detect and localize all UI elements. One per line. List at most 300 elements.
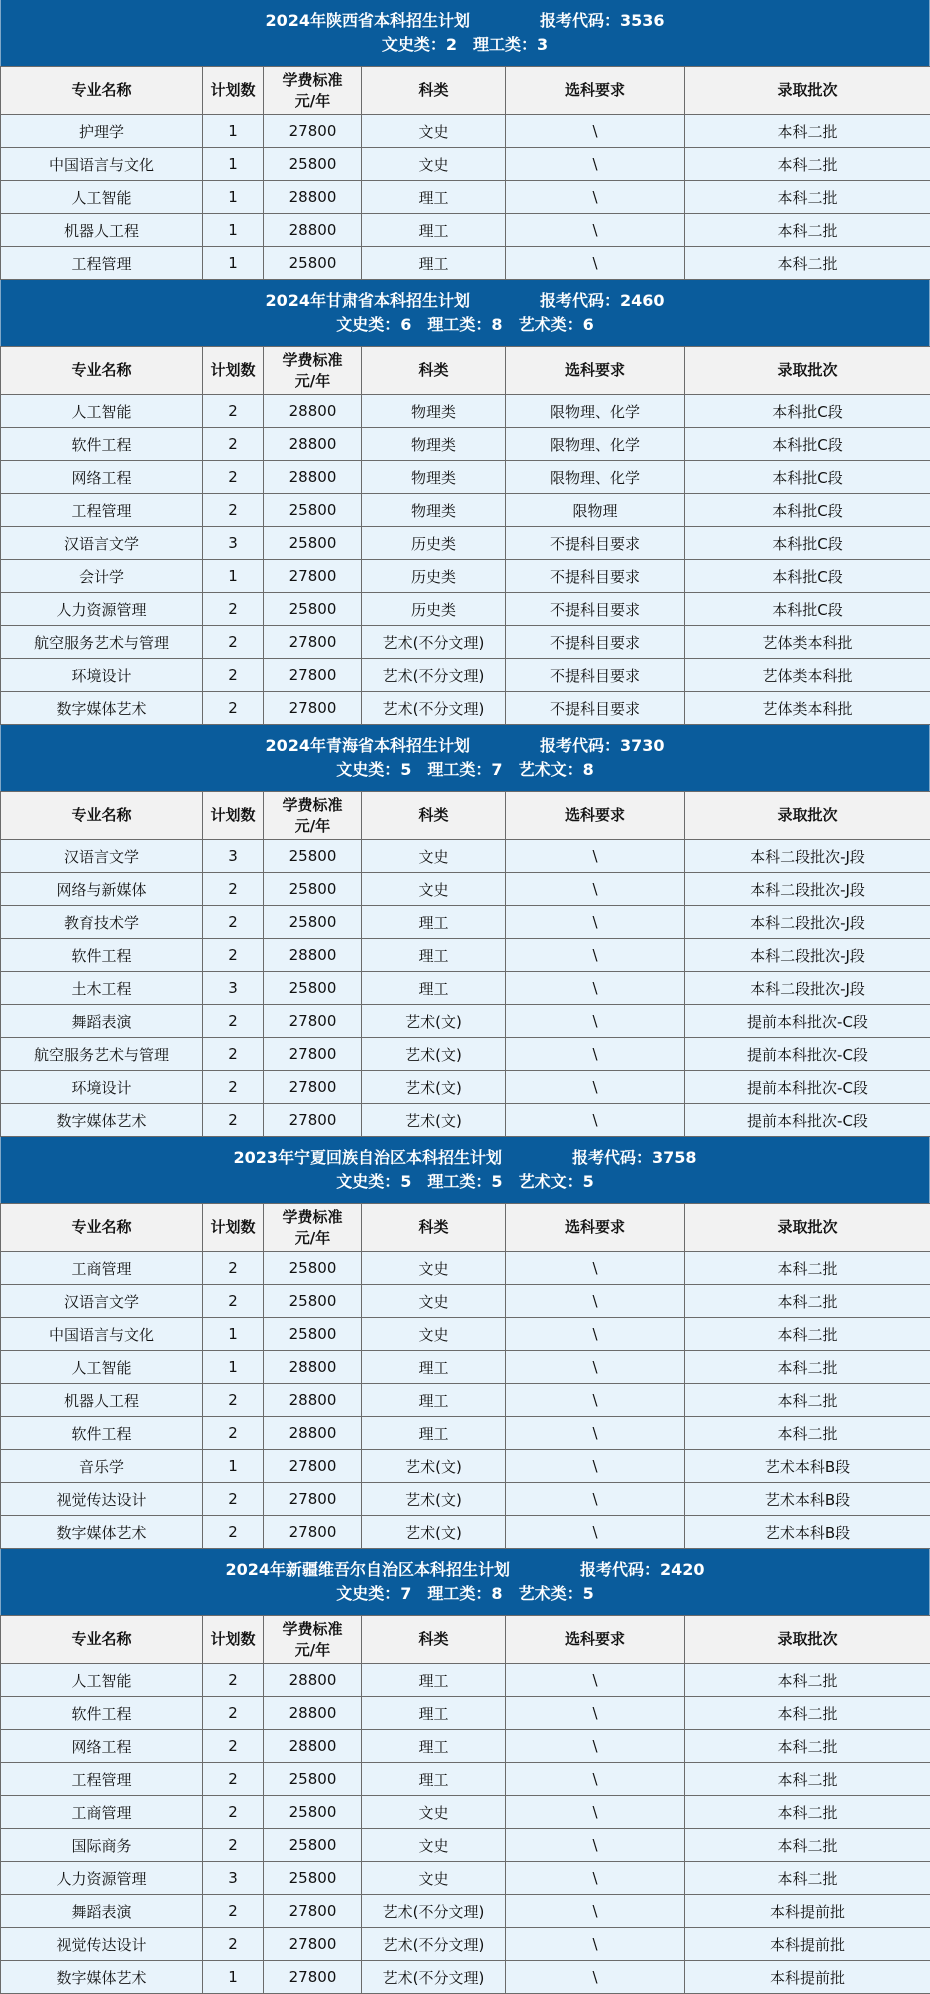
col-header-subject-requirement: 选科要求	[506, 1204, 685, 1252]
plan-count-cell: 1	[203, 115, 264, 148]
plan-count-cell: 2	[203, 1071, 264, 1104]
major-cell: 机器人工程	[1, 1384, 203, 1417]
category-cell: 艺术(不分文理)	[362, 1961, 506, 1994]
plan-count-cell: 3	[203, 527, 264, 560]
table-row	[1, 247, 930, 280]
tuition-cell: 25800	[264, 494, 362, 527]
subject-requirement-cell: \	[506, 873, 685, 906]
major-cell: 工程管理	[1, 1763, 203, 1796]
tuition-cell: 25800	[264, 1763, 362, 1796]
tuition-cell: 25800	[264, 1796, 362, 1829]
admission-batch-cell: 本科二段批次-J段	[685, 972, 930, 1005]
subject-requirement-cell: 不提科目要求	[506, 593, 685, 626]
subject-requirement-cell: \	[506, 181, 685, 214]
col-header-tuition: 学费标准 元/年	[264, 347, 362, 395]
plan-count-cell: 1	[203, 1961, 264, 1994]
table-row	[1, 527, 930, 560]
tuition-cell: 25800	[264, 1862, 362, 1895]
plan-count-cell: 2	[203, 1252, 264, 1285]
plan-count-cell: 2	[203, 1697, 264, 1730]
quota-summary: 文史类：5 理工类：5 艺术文：5	[1, 1170, 929, 1194]
table-row	[1, 659, 930, 692]
plan-count-cell: 2	[203, 692, 264, 725]
category-cell: 历史类	[362, 593, 506, 626]
section-title: 2024年陕西省本科招生计划	[265, 11, 470, 30]
tuition-cell: 28800	[264, 428, 362, 461]
plan-count-cell: 2	[203, 1730, 264, 1763]
category-cell: 理工	[362, 1351, 506, 1384]
admission-batch-cell: 艺术本科B段	[685, 1483, 930, 1516]
major-cell: 数字媒体艺术	[1, 1516, 203, 1549]
plan-count-cell: 2	[203, 1928, 264, 1961]
subject-requirement-cell: 限物理	[506, 494, 685, 527]
major-cell: 软件工程	[1, 428, 203, 461]
table-row	[1, 840, 930, 873]
admission-batch-cell: 本科二段批次-J段	[685, 840, 930, 873]
col-header-admission-batch: 录取批次	[685, 347, 930, 395]
section-title: 2024年甘肃省本科招生计划	[265, 291, 470, 310]
major-cell: 会计学	[1, 560, 203, 593]
admission-batch-cell: 艺术本科B段	[685, 1450, 930, 1483]
table-row	[1, 1351, 930, 1384]
major-cell: 国际商务	[1, 1829, 203, 1862]
major-cell: 视觉传达设计	[1, 1483, 203, 1516]
enrollment-table	[0, 791, 930, 1137]
category-cell: 艺术(文)	[362, 1104, 506, 1137]
quota-summary: 文史类：7 理工类：8 艺术类：5	[1, 1582, 929, 1606]
category-cell: 艺术(不分文理)	[362, 1895, 506, 1928]
admission-batch-cell: 艺体类本科批	[685, 659, 930, 692]
major-cell: 工商管理	[1, 1796, 203, 1829]
subject-requirement-cell: \	[506, 1285, 685, 1318]
subject-requirement-cell: \	[506, 1417, 685, 1450]
admission-batch-cell: 本科批C段	[685, 527, 930, 560]
plan-count-cell: 1	[203, 247, 264, 280]
category-cell: 文史	[362, 1285, 506, 1318]
tuition-cell: 25800	[264, 148, 362, 181]
tuition-cell: 27800	[264, 1961, 362, 1994]
subject-requirement-cell: 不提科目要求	[506, 527, 685, 560]
exam-code: 报考代码：3536	[540, 11, 665, 30]
category-cell: 艺术(不分文理)	[362, 626, 506, 659]
admission-batch-cell: 提前本科批次-C段	[685, 1038, 930, 1071]
major-cell: 工商管理	[1, 1252, 203, 1285]
tuition-cell: 27800	[264, 1483, 362, 1516]
table-row	[1, 939, 930, 972]
col-header-admission-batch: 录取批次	[685, 1616, 930, 1664]
subject-requirement-cell: \	[506, 1664, 685, 1697]
section-header	[0, 725, 930, 791]
category-cell: 艺术(不分文理)	[362, 692, 506, 725]
admission-batch-cell: 本科二段批次-J段	[685, 906, 930, 939]
table-row	[1, 1417, 930, 1450]
major-cell: 汉语言文学	[1, 527, 203, 560]
subject-requirement-cell: \	[506, 1697, 685, 1730]
tuition-cell: 28800	[264, 1417, 362, 1450]
major-cell: 人工智能	[1, 395, 203, 428]
col-header-tuition: 学费标准 元/年	[264, 67, 362, 115]
col-header-plan-count: 计划数	[203, 67, 264, 115]
category-cell: 艺术(不分文理)	[362, 1928, 506, 1961]
plan-count-cell: 2	[203, 1763, 264, 1796]
subject-requirement-cell: 不提科目要求	[506, 560, 685, 593]
admission-batch-cell: 本科提前批	[685, 1961, 930, 1994]
table-row	[1, 906, 930, 939]
admission-batch-cell: 本科二批	[685, 247, 930, 280]
subject-requirement-cell: \	[506, 1318, 685, 1351]
col-header-category: 科类	[362, 347, 506, 395]
subject-requirement-cell: 限物理、化学	[506, 461, 685, 494]
major-cell: 数字媒体艺术	[1, 1961, 203, 1994]
col-header-plan-count: 计划数	[203, 792, 264, 840]
major-cell: 软件工程	[1, 1697, 203, 1730]
plan-count-cell: 1	[203, 1351, 264, 1384]
section-header	[0, 280, 930, 346]
admission-batch-cell: 本科二批	[685, 1351, 930, 1384]
col-header-subject-requirement: 选科要求	[506, 792, 685, 840]
category-cell: 物理类	[362, 494, 506, 527]
major-cell: 软件工程	[1, 1417, 203, 1450]
category-cell: 文史	[362, 115, 506, 148]
category-cell: 物理类	[362, 461, 506, 494]
category-cell: 理工	[362, 214, 506, 247]
col-header-admission-batch: 录取批次	[685, 67, 930, 115]
table-row	[1, 115, 930, 148]
table-row	[1, 972, 930, 1005]
tuition-cell: 25800	[264, 840, 362, 873]
quota-summary: 文史类：6 理工类：8 艺术类：6	[1, 313, 929, 337]
province-section	[0, 1137, 930, 1549]
major-cell: 汉语言文学	[1, 840, 203, 873]
enrollment-table	[0, 66, 930, 280]
tuition-cell: 28800	[264, 1697, 362, 1730]
major-cell: 网络工程	[1, 461, 203, 494]
tuition-cell: 28800	[264, 939, 362, 972]
enrollment-table	[0, 346, 930, 725]
section-header	[0, 1137, 930, 1203]
subject-requirement-cell: \	[506, 1928, 685, 1961]
col-header-major: 专业名称	[1, 792, 203, 840]
category-cell: 文史	[362, 1829, 506, 1862]
plan-count-cell: 2	[203, 1796, 264, 1829]
tuition-cell: 25800	[264, 1285, 362, 1318]
col-header-major: 专业名称	[1, 67, 203, 115]
category-cell: 文史	[362, 1252, 506, 1285]
section-title-line	[1, 289, 929, 313]
section-title-line	[1, 9, 929, 33]
tuition-cell: 25800	[264, 972, 362, 1005]
category-cell: 艺术(不分文理)	[362, 659, 506, 692]
admission-batch-cell: 本科二批	[685, 1318, 930, 1351]
tuition-cell: 28800	[264, 395, 362, 428]
table-row	[1, 461, 930, 494]
tuition-cell: 27800	[264, 560, 362, 593]
table-row	[1, 1516, 930, 1549]
admission-batch-cell: 本科批C段	[685, 494, 930, 527]
major-cell: 工程管理	[1, 247, 203, 280]
exam-code: 报考代码：2460	[540, 291, 665, 310]
major-cell: 人工智能	[1, 181, 203, 214]
col-header-tuition: 学费标准 元/年	[264, 1204, 362, 1252]
major-cell: 中国语言与文化	[1, 148, 203, 181]
table-row	[1, 1796, 930, 1829]
section-title-line	[1, 734, 929, 758]
tuition-cell: 28800	[264, 1664, 362, 1697]
tuition-cell: 27800	[264, 1104, 362, 1137]
plan-count-cell: 2	[203, 461, 264, 494]
subject-requirement-cell: 不提科目要求	[506, 692, 685, 725]
admission-batch-cell: 本科二批	[685, 1384, 930, 1417]
tuition-cell: 25800	[264, 1252, 362, 1285]
category-cell: 艺术(文)	[362, 1038, 506, 1071]
province-section	[0, 725, 930, 1137]
subject-requirement-cell: \	[506, 939, 685, 972]
province-section	[0, 1549, 930, 1994]
category-cell: 艺术(文)	[362, 1071, 506, 1104]
major-cell: 护理学	[1, 115, 203, 148]
table-row	[1, 1252, 930, 1285]
col-header-category: 科类	[362, 67, 506, 115]
major-cell: 汉语言文学	[1, 1285, 203, 1318]
major-cell: 音乐学	[1, 1450, 203, 1483]
category-cell: 历史类	[362, 527, 506, 560]
plan-count-cell: 2	[203, 626, 264, 659]
section-title: 2024年青海省本科招生计划	[265, 736, 470, 755]
tuition-cell: 25800	[264, 906, 362, 939]
table-row	[1, 1730, 930, 1763]
major-cell: 教育技术学	[1, 906, 203, 939]
admission-batch-cell: 本科批C段	[685, 560, 930, 593]
subject-requirement-cell: \	[506, 1961, 685, 1994]
major-cell: 航空服务艺术与管理	[1, 626, 203, 659]
tuition-cell: 28800	[264, 214, 362, 247]
major-cell: 舞蹈表演	[1, 1005, 203, 1038]
admission-batch-cell: 本科二批	[685, 1417, 930, 1450]
major-cell: 工程管理	[1, 494, 203, 527]
admission-batch-cell: 本科批C段	[685, 428, 930, 461]
enrollment-table	[0, 1615, 930, 1994]
table-row	[1, 1895, 930, 1928]
subject-requirement-cell: \	[506, 1483, 685, 1516]
major-cell: 数字媒体艺术	[1, 692, 203, 725]
tuition-cell: 28800	[264, 181, 362, 214]
exam-code: 报考代码：3758	[572, 1148, 697, 1167]
col-header-tuition: 学费标准 元/年	[264, 792, 362, 840]
table-row	[1, 1483, 930, 1516]
subject-requirement-cell: \	[506, 840, 685, 873]
plan-count-cell: 2	[203, 939, 264, 972]
plan-count-cell: 2	[203, 1005, 264, 1038]
tuition-cell: 28800	[264, 1384, 362, 1417]
col-header-category: 科类	[362, 1204, 506, 1252]
exam-code: 报考代码：2420	[580, 1560, 705, 1579]
category-cell: 艺术(文)	[362, 1483, 506, 1516]
table-header-row	[1, 347, 930, 395]
plan-count-cell: 2	[203, 1384, 264, 1417]
subject-requirement-cell: \	[506, 1829, 685, 1862]
subject-requirement-cell: 不提科目要求	[506, 659, 685, 692]
admission-batch-cell: 本科批C段	[685, 593, 930, 626]
table-header-row	[1, 67, 930, 115]
category-cell: 文史	[362, 1796, 506, 1829]
category-cell: 理工	[362, 1763, 506, 1796]
tuition-cell: 27800	[264, 115, 362, 148]
subject-requirement-cell: \	[506, 1895, 685, 1928]
subject-requirement-cell: 限物理、化学	[506, 428, 685, 461]
plan-count-cell: 2	[203, 395, 264, 428]
plan-count-cell: 2	[203, 1417, 264, 1450]
plan-count-cell: 2	[203, 906, 264, 939]
plan-count-cell: 1	[203, 1318, 264, 1351]
category-cell: 理工	[362, 972, 506, 1005]
col-header-subject-requirement: 选科要求	[506, 347, 685, 395]
admission-batch-cell: 提前本科批次-C段	[685, 1104, 930, 1137]
plan-count-cell: 2	[203, 1516, 264, 1549]
category-cell: 文史	[362, 873, 506, 906]
table-row	[1, 1318, 930, 1351]
subject-requirement-cell: \	[506, 1516, 685, 1549]
col-header-subject-requirement: 选科要求	[506, 1616, 685, 1664]
tuition-cell: 27800	[264, 692, 362, 725]
table-row	[1, 395, 930, 428]
subject-requirement-cell: \	[506, 1252, 685, 1285]
table-row	[1, 1384, 930, 1417]
major-cell: 网络与新媒体	[1, 873, 203, 906]
col-header-major: 专业名称	[1, 347, 203, 395]
plan-count-cell: 2	[203, 1483, 264, 1516]
subject-requirement-cell: \	[506, 1104, 685, 1137]
category-cell: 艺术(文)	[362, 1005, 506, 1038]
major-cell: 数字媒体艺术	[1, 1104, 203, 1137]
major-cell: 环境设计	[1, 659, 203, 692]
tuition-cell: 27800	[264, 1928, 362, 1961]
plan-count-cell: 3	[203, 840, 264, 873]
table-row	[1, 1961, 930, 1994]
tuition-cell: 27800	[264, 1038, 362, 1071]
col-header-major: 专业名称	[1, 1616, 203, 1664]
col-header-plan-count: 计划数	[203, 1204, 264, 1252]
col-header-tuition: 学费标准 元/年	[264, 1616, 362, 1664]
plan-count-cell: 1	[203, 181, 264, 214]
subject-requirement-cell: 不提科目要求	[506, 626, 685, 659]
plan-count-cell: 1	[203, 1450, 264, 1483]
plan-count-cell: 2	[203, 659, 264, 692]
category-cell: 理工	[362, 1664, 506, 1697]
subject-requirement-cell: \	[506, 1005, 685, 1038]
subject-requirement-cell: \	[506, 1071, 685, 1104]
tuition-cell: 25800	[264, 593, 362, 626]
table-row	[1, 494, 930, 527]
category-cell: 物理类	[362, 395, 506, 428]
table-header-row	[1, 792, 930, 840]
col-header-plan-count: 计划数	[203, 1616, 264, 1664]
tuition-cell: 27800	[264, 659, 362, 692]
section-title: 2023年宁夏回族自治区本科招生计划	[233, 1148, 502, 1167]
plan-count-cell: 3	[203, 1862, 264, 1895]
admission-batch-cell: 本科二批	[685, 148, 930, 181]
plan-count-cell: 1	[203, 560, 264, 593]
table-row	[1, 593, 930, 626]
admission-batch-cell: 本科二批	[685, 1697, 930, 1730]
table-row	[1, 1697, 930, 1730]
col-header-admission-batch: 录取批次	[685, 1204, 930, 1252]
plan-count-cell: 3	[203, 972, 264, 1005]
subject-requirement-cell: \	[506, 1038, 685, 1071]
subject-requirement-cell: \	[506, 1763, 685, 1796]
table-row	[1, 1862, 930, 1895]
admission-batch-cell: 本科二批	[685, 1664, 930, 1697]
province-section	[0, 280, 930, 725]
tuition-cell: 27800	[264, 1516, 362, 1549]
admission-batch-cell: 本科二批	[685, 1796, 930, 1829]
exam-code: 报考代码：3730	[540, 736, 665, 755]
table-header-row	[1, 1204, 930, 1252]
category-cell: 理工	[362, 906, 506, 939]
tuition-cell: 25800	[264, 527, 362, 560]
subject-requirement-cell: \	[506, 1730, 685, 1763]
quota-summary: 文史类：5 理工类：7 艺术文：8	[1, 758, 929, 782]
category-cell: 艺术(文)	[362, 1450, 506, 1483]
category-cell: 理工	[362, 181, 506, 214]
admission-batch-cell: 艺体类本科批	[685, 692, 930, 725]
major-cell: 土木工程	[1, 972, 203, 1005]
tuition-cell: 25800	[264, 1829, 362, 1862]
major-cell: 视觉传达设计	[1, 1928, 203, 1961]
tuition-cell: 28800	[264, 461, 362, 494]
tuition-cell: 27800	[264, 1071, 362, 1104]
col-header-plan-count: 计划数	[203, 347, 264, 395]
admission-batch-cell: 本科二批	[685, 1285, 930, 1318]
section-title-line	[1, 1146, 929, 1170]
tuition-cell: 28800	[264, 1730, 362, 1763]
table-row	[1, 1928, 930, 1961]
section-header	[0, 1549, 930, 1615]
plan-count-cell: 2	[203, 494, 264, 527]
tuition-cell: 25800	[264, 1318, 362, 1351]
category-cell: 理工	[362, 1697, 506, 1730]
category-cell: 艺术(文)	[362, 1516, 506, 1549]
subject-requirement-cell: \	[506, 115, 685, 148]
plan-count-cell: 2	[203, 1829, 264, 1862]
admission-batch-cell: 本科二段批次-J段	[685, 939, 930, 972]
tuition-cell: 25800	[264, 873, 362, 906]
table-row	[1, 1285, 930, 1318]
major-cell: 中国语言与文化	[1, 1318, 203, 1351]
plan-count-cell: 2	[203, 1664, 264, 1697]
admission-batch-cell: 艺体类本科批	[685, 626, 930, 659]
col-header-admission-batch: 录取批次	[685, 792, 930, 840]
category-cell: 物理类	[362, 428, 506, 461]
tuition-cell: 27800	[264, 1005, 362, 1038]
admission-batch-cell: 本科二批	[685, 1252, 930, 1285]
admission-batch-cell: 本科二批	[685, 181, 930, 214]
category-cell: 文史	[362, 1862, 506, 1895]
col-header-subject-requirement: 选科要求	[506, 67, 685, 115]
col-header-category: 科类	[362, 1616, 506, 1664]
admission-batch-cell: 本科批C段	[685, 461, 930, 494]
table-row	[1, 1038, 930, 1071]
major-cell: 人力资源管理	[1, 593, 203, 626]
table-row	[1, 428, 930, 461]
subject-requirement-cell: 限物理、化学	[506, 395, 685, 428]
category-cell: 文史	[362, 1318, 506, 1351]
table-row	[1, 181, 930, 214]
table-row	[1, 1104, 930, 1137]
subject-requirement-cell: \	[506, 906, 685, 939]
admission-batch-cell: 本科二批	[685, 1730, 930, 1763]
plan-count-cell: 1	[203, 214, 264, 247]
admission-batch-cell: 本科二批	[685, 1829, 930, 1862]
